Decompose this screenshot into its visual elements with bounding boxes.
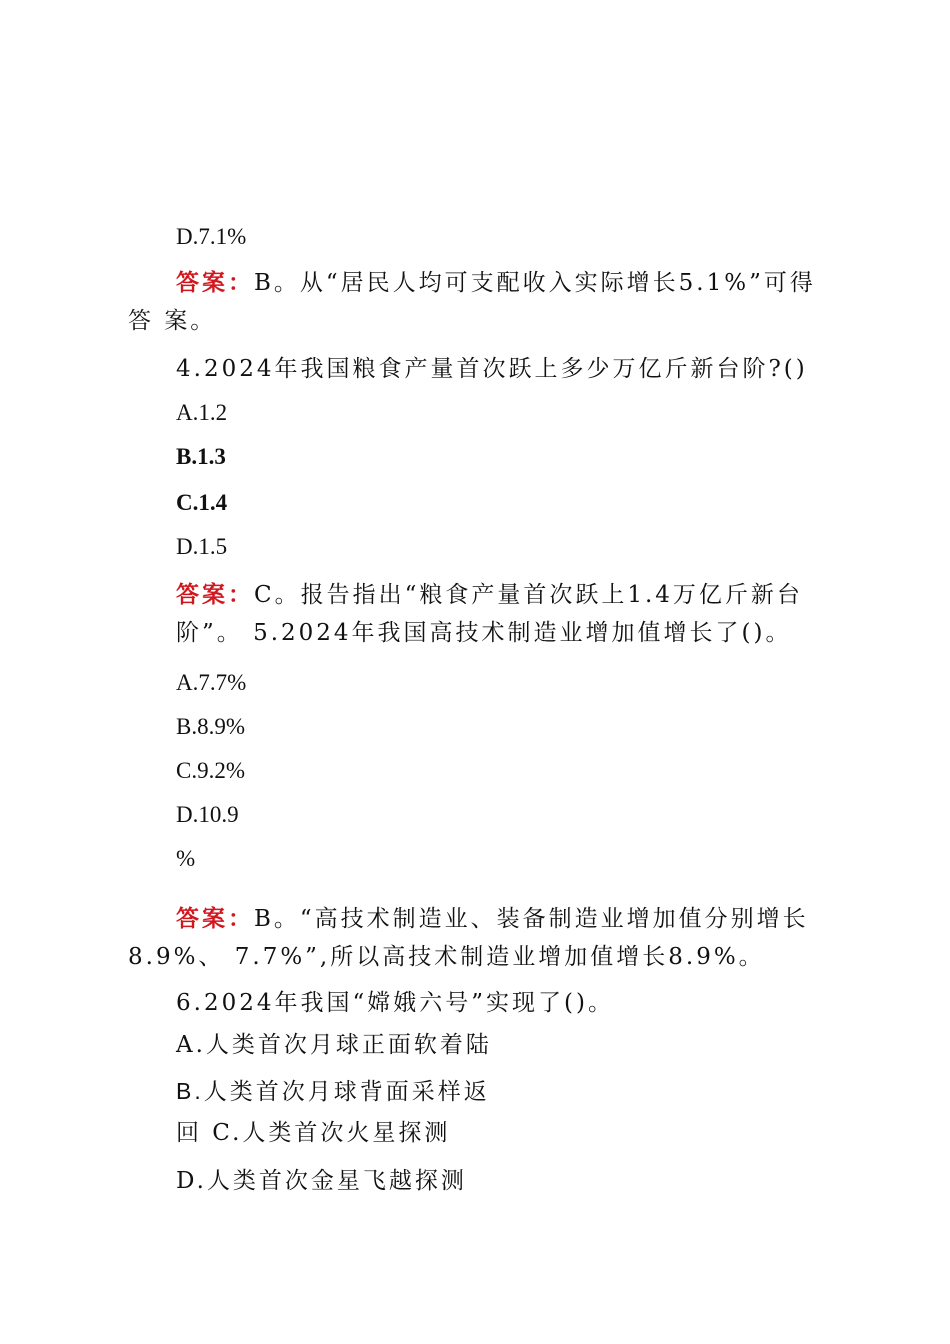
q5-option-d: D.10.9: [176, 802, 239, 827]
q4-answer-line-2: 阶”。 5.2024年我国高技术制造业增加值增长了()。: [176, 620, 792, 646]
q5-option-c: C.9.2%: [176, 758, 245, 783]
answer-label: 答案：: [176, 905, 254, 932]
q4-option-b: B.1.3: [176, 444, 226, 469]
answer-label: 答案：: [176, 269, 254, 296]
option-b-letter: B.: [176, 1078, 204, 1104]
q3-option-d: D.7.1%: [176, 224, 247, 249]
q5-answer-line-2: 8.9%、 7.7%”,所以高技术制造业增加值增长8.9%。: [128, 944, 765, 970]
q5-option-a: A.7.7%: [176, 670, 247, 695]
q4-option-c: C.1.4: [176, 490, 228, 515]
q3-answer-line-2: 答 案。: [128, 308, 217, 334]
q6-option-d: D.人类首次金星飞越探测: [176, 1168, 467, 1194]
option-b-text: 人类首次月球背面采样返: [203, 1079, 490, 1105]
q5-option-b: B.8.9%: [176, 714, 245, 739]
q4-question: 4.2024年我国粮食产量首次跃上多少万亿斤新台阶?(): [176, 356, 808, 382]
q4-option-a: A.1.2: [176, 400, 228, 425]
q3-answer-line-1: [176, 268, 816, 298]
q4-answer-line-1: [176, 580, 803, 610]
q6-option-a: A.人类首次月球正面软着陆: [176, 1032, 492, 1058]
answer-text: B。“高技术制造业、装备制造业增加值分别增长: [254, 906, 809, 932]
q6-question: 6.2024年我国“嫦娥六号”实现了()。: [176, 990, 614, 1016]
q4-option-d: D.1.5: [176, 534, 228, 559]
q5-answer-line-1: [176, 904, 809, 934]
answer-text: C。报告指出“粮食产量首次跃上1.4万亿斤新台: [254, 582, 803, 608]
answer-label: 答案：: [176, 581, 254, 608]
q6-option-b: [176, 1076, 490, 1107]
q5-option-d-continued: %: [176, 846, 196, 871]
answer-text: B。从“居民人均可支配收入实际增长5.1%”可得: [254, 270, 816, 296]
q6-option-b-continued: 回 C.人类首次火星探测: [176, 1120, 451, 1146]
